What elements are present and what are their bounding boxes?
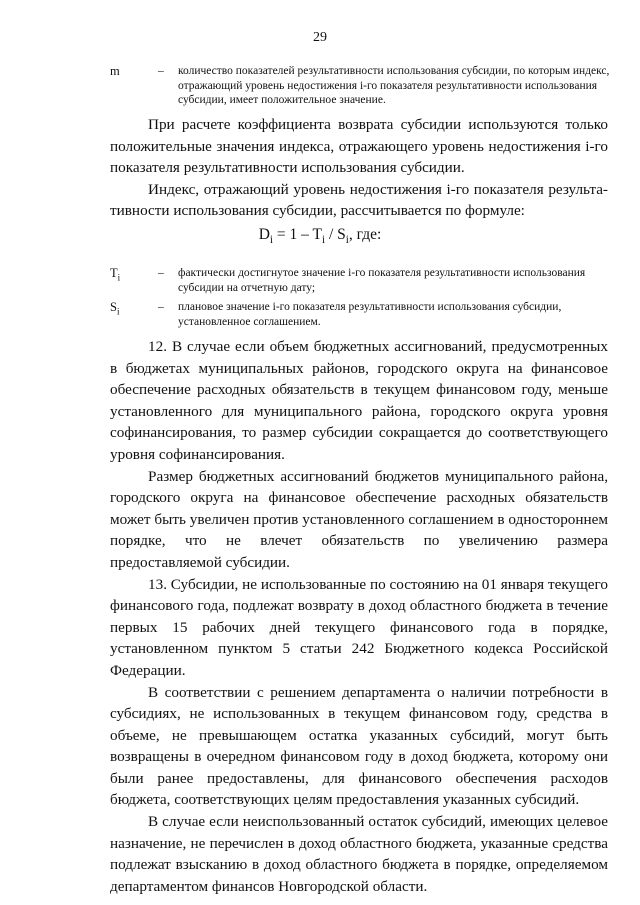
paragraph: В соответствии с решением департамента о наличии потребности в субсидиях, не использованных в текущем финансовом году, средства в объеме, не превышающем остатка указанных субсидий, могут быть возвращены в очередном финансовом году в доход бюджета, которому они были ранее предоставлены, для финансового обеспечения расходов бюджета, соответствующих целям предоставления указанных субсидий. xyxy=(110,683,608,809)
definition-text: фактически достигнутое значение i-го показателя результативности использования субсидии на отчетную дату; xyxy=(178,267,586,294)
definition-dash: – xyxy=(158,267,164,279)
definition-ti xyxy=(110,266,610,295)
definition-symbol: m xyxy=(110,64,120,78)
paragraph: В случае если неиспользованный остаток субсидий, имеющих целевое назначение, не перечислен в доход областного бюджета, указанные средства подлежат взысканию в доход областного бюджета в порядке, определяемом департаментом финансов Новгородской области. xyxy=(110,813,608,895)
definition-text: количество показателей результативности использования субсидии, по которым индекс, отражающий уровень недостижения i-го показателя результативности использования субсидии, имеет положительное значение. xyxy=(178,65,610,106)
page-number: 29 xyxy=(313,30,327,45)
symbol-sub: i xyxy=(116,306,120,317)
definition-dash: – xyxy=(158,65,164,77)
paragraph: При расчете коэффициента возврата субсидии используются только положительные значения индекса, отражающего уровень недостижения i-го показателя результативности использования субсидии. xyxy=(110,116,608,177)
formula-d: D xyxy=(258,226,270,243)
formula-s-sub: i xyxy=(345,234,349,247)
definition-text: плановое значение i-го показателя результативности использования субсидии, установленное соглашением. xyxy=(178,301,562,328)
paragraph: 13. Субсидии, не использованные по состоянию на 01 января текущего финансового года, подлежат возврату в доход областного бюджета в течение первых 15 рабочих дней текущего финансового года в порядке, установленном пунктом 5 статьи 242 Бюджетного кодекса Российской Федерации. xyxy=(110,575,608,679)
formula-mid: = 1 – T xyxy=(273,226,322,243)
symbol-sub: i xyxy=(117,272,121,283)
formula-t-sub: i xyxy=(321,234,326,247)
symbol-main: S xyxy=(110,300,117,314)
paragraph-group-a xyxy=(110,114,608,222)
definition-m xyxy=(110,64,610,108)
paragraph: Индекс, отражающий уровень недостижения i-го показателя результа-тивности использования субсидии, рассчитывается по формуле: xyxy=(110,180,608,220)
paragraph: 12. В случае если объем бюджетных ассигнований, предусмотренных в бюджетах муниципальных районов, городского округа на финансовое обеспечение расходных обязательств в текущем финансовом году, меньше установленного для муниципального района, городского округа уровня софинансирования, то размер субсидии сокращается до соответствующего уровня софинансирования. xyxy=(110,338,608,463)
definition-symbol xyxy=(110,266,120,285)
paragraph-group-b xyxy=(110,336,608,897)
definition-dash: – xyxy=(158,301,164,313)
formula-tail: , где: xyxy=(348,226,382,243)
formula xyxy=(0,226,640,246)
paragraph: Размер бюджетных ассигнований бюджетов муниципального района, городского округа на финансовое обеспечение расходных обязательств может быть увеличен против установленного соглашением в одностороннем порядке, что не влечет обязательств по увеличению размера предоставляемой субсидии. xyxy=(110,467,608,571)
formula-slash: / S xyxy=(325,226,346,243)
symbol-main: T xyxy=(110,266,118,280)
formula-d-sub: i xyxy=(269,234,274,247)
definition-symbol xyxy=(110,300,119,319)
definition-si xyxy=(110,300,610,329)
